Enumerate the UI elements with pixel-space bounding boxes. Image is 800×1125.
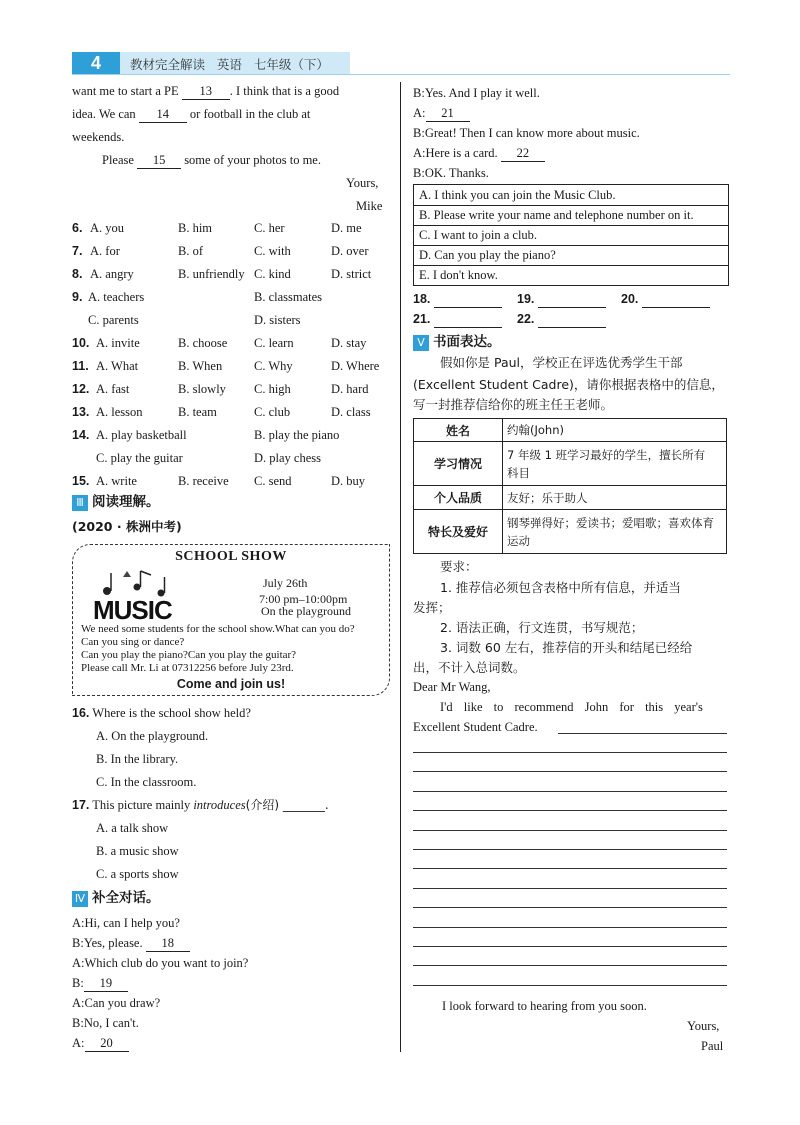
option-d: D. Can you play the piano?	[419, 248, 556, 262]
question-number: 10.	[72, 336, 90, 350]
writing-line[interactable]	[413, 849, 727, 850]
poster-place: On the playground	[261, 604, 351, 618]
writing-line[interactable]	[413, 888, 727, 889]
letter-writing-closing: Yours,	[687, 1019, 720, 1033]
cloze-option: B. play the piano	[254, 428, 340, 442]
cloze-option: D. stay	[331, 336, 367, 350]
cloze-option: D. buy	[331, 474, 366, 488]
cloze-option: C. Why	[254, 359, 293, 373]
music-word: MUSIC	[93, 595, 172, 625]
question-16: 16. Where is the school show held?	[72, 706, 251, 720]
letter-salutation: Dear Mr Wang,	[413, 680, 491, 694]
q17-option-a: A. a talk show	[96, 821, 169, 835]
speaker: A:	[413, 106, 426, 120]
section5-heading	[413, 333, 501, 351]
letter-line-3: weekends.	[72, 130, 125, 144]
section3-heading	[72, 493, 160, 511]
poster-line-2: Can you sing or dance?	[81, 636, 185, 648]
cloze-option: C. send	[254, 474, 292, 488]
dialogue-line	[413, 164, 489, 182]
utterance: Here is a card.	[425, 146, 501, 160]
writing-line[interactable]	[413, 810, 727, 811]
requirements-title: 要求：	[440, 559, 478, 574]
writing-line[interactable]	[413, 752, 727, 753]
cloze-option: C. her	[254, 221, 285, 235]
blank-14: 14	[139, 107, 187, 123]
answer-22[interactable]: 22.	[517, 310, 606, 328]
speaker: A:	[72, 916, 85, 930]
letter-ending: I look forward to hearing from you soon.	[442, 999, 647, 1013]
speaker: B:	[72, 976, 84, 990]
prompt-line-3: 写一封推荐信给你的班主任王老师。	[413, 397, 614, 412]
cloze-option: A. you	[90, 221, 125, 235]
header-rule	[72, 74, 730, 75]
dialogue-blank[interactable]: 21	[426, 106, 470, 122]
blank-15: 15	[137, 153, 181, 169]
option-e: E. I don't know.	[419, 268, 498, 282]
answer-18[interactable]: 18.	[413, 290, 502, 308]
question-number: 11.	[72, 359, 89, 373]
utterance: Can you draw?	[84, 996, 161, 1010]
section4-title: 补全对话。	[92, 890, 160, 906]
letter-opening-2: Excellent Student Cadre.	[413, 720, 538, 734]
letter-line-2: idea. We can 14 or football in the club at	[72, 107, 311, 121]
dialogue-line	[72, 914, 180, 932]
dialogue-line	[72, 1034, 129, 1052]
speaker: B:	[413, 166, 425, 180]
cloze-option: A. teachers	[88, 290, 145, 304]
letter-signature: Mike	[356, 199, 383, 213]
cloze-option: B. slowly	[178, 382, 226, 396]
dialogue-line	[413, 84, 540, 102]
cloze-option: D. play chess	[254, 451, 321, 465]
cloze-option: A. What	[96, 359, 139, 373]
page-number: 4	[72, 52, 120, 74]
utterance: Great! Then I can know more about music.	[424, 126, 640, 140]
cloze-option: C. high	[254, 382, 291, 396]
question-number: 14.	[72, 428, 90, 442]
question-number: 12.	[72, 382, 90, 396]
cloze-option: B. unfriendly	[178, 267, 245, 281]
letter-line-1: want me to start a PE 13 . I think that is a good	[72, 84, 340, 98]
utterance: OK. Thanks.	[424, 166, 489, 180]
dialogue-blank[interactable]: 18	[146, 936, 190, 952]
cloze-option: B. When	[178, 359, 223, 373]
dialogue-line	[413, 144, 545, 162]
cloze-option: C. club	[254, 405, 291, 419]
table-header-quality: 个人品质	[414, 486, 503, 510]
writing-line[interactable]	[413, 927, 727, 928]
writing-line[interactable]	[413, 868, 727, 869]
writing-line[interactable]	[413, 771, 727, 772]
speaker: A:	[413, 146, 426, 160]
speaker: A:	[72, 956, 85, 970]
option-a: A. I think you can join the Music Club.	[419, 188, 616, 202]
cloze-option: B. choose	[178, 336, 228, 350]
dialogue-blank[interactable]: 22	[501, 146, 545, 162]
question-number: 15.	[72, 474, 90, 488]
prompt-line-1: 假如你是 Paul，学校正在评选优秀学生干部	[440, 355, 683, 370]
answer-21[interactable]: 21.	[413, 310, 502, 328]
q16-option-a: A. On the playground.	[96, 729, 209, 743]
utterance: No, I can't.	[83, 1016, 139, 1030]
cloze-option: C. learn	[254, 336, 294, 350]
table-value-name: 约翰(John)	[503, 419, 727, 442]
poster-title: SCHOOL SHOW	[175, 549, 287, 564]
cloze-option: A. write	[96, 474, 137, 488]
section3-source: (2020 · 株洲中考)	[72, 519, 182, 534]
requirement-2: 2. 语法正确，行文连贯，书写规范；	[440, 620, 644, 635]
poster-line-3: Can you play the piano?Can you play the guitar?	[81, 649, 297, 661]
dialogue-line	[72, 974, 128, 992]
dialogue-options-box	[413, 184, 729, 286]
cloze-option: C. with	[254, 244, 291, 258]
dialogue-line	[72, 994, 160, 1012]
letter-closing: Yours,	[346, 176, 379, 190]
utterance: Yes, please.	[83, 936, 146, 950]
question-17: 17. This picture mainly introduces(介绍) _______.	[72, 798, 329, 812]
cloze-option: A. angry	[90, 267, 134, 281]
school-show-poster	[72, 544, 390, 696]
question-number: 7.	[72, 244, 83, 258]
speaker: B:	[72, 1016, 84, 1030]
blank-13: 13	[182, 84, 230, 100]
writing-line[interactable]	[413, 985, 727, 986]
poster-call-to-action: Come and join us!	[176, 677, 286, 691]
poster-line-4: Please call Mr. Li at 07312256 before July 23rd.	[81, 662, 294, 674]
cloze-option: A. lesson	[96, 405, 143, 419]
cloze-option: B. of	[178, 244, 203, 258]
header-title: 教材完全解读 英语 七年级（下）	[130, 57, 329, 72]
poster-time: 7:00 pm–10:00pm	[259, 592, 348, 606]
section3-number: Ⅲ	[72, 495, 88, 511]
q16-option-b: B. In the library.	[96, 752, 179, 766]
cloze-option: D. sisters	[254, 313, 301, 327]
utterance: Yes. And I play it well.	[424, 86, 540, 100]
dialogue-line	[413, 104, 470, 122]
option-b: B. Please write your name and telephone number on it.	[419, 208, 694, 222]
cloze-option: A. fast	[96, 382, 130, 396]
speaker: A:	[72, 996, 85, 1010]
cloze-option: D. Where	[331, 359, 380, 373]
requirement-3: 3. 词数 60 左右，推荐信的开头和结尾已经给	[440, 640, 693, 655]
column-divider	[400, 82, 401, 1052]
cloze-option: B. receive	[178, 474, 229, 488]
table-header-name: 姓名	[414, 419, 503, 442]
cloze-option: A. play basketball	[96, 428, 187, 442]
section4-number: Ⅳ	[72, 891, 88, 907]
table-value-quality: 友好；乐于助人	[503, 486, 727, 510]
q17-option-b: B. a music show	[96, 844, 179, 858]
cloze-option: B. team	[178, 405, 217, 419]
cloze-option: B. him	[178, 221, 213, 235]
requirement-1: 1. 推荐信必须包含表格中所有信息，并适当	[440, 580, 681, 595]
writing-line[interactable]	[413, 946, 727, 947]
letter-writing-signature: Paul	[701, 1039, 724, 1053]
cloze-option: D. over	[331, 244, 369, 258]
question-number: 9.	[72, 290, 83, 304]
q16-option-c: C. In the classroom.	[96, 775, 197, 789]
cloze-option: D. class	[331, 405, 371, 419]
cloze-option: C. play the guitar	[96, 451, 183, 465]
cloze-option: A. for	[90, 244, 120, 258]
dialogue-line	[72, 1014, 139, 1032]
answer-20[interactable]: 20.	[621, 290, 710, 308]
section4-heading	[72, 889, 160, 907]
requirement-3-cont: 出，不计入总词数。	[413, 660, 526, 675]
dialogue-line	[72, 934, 190, 952]
section5-title: 书面表达。	[433, 334, 501, 350]
writing-line[interactable]	[413, 965, 727, 966]
speaker: B:	[413, 126, 425, 140]
letter-opening-1: I'd like to recommend John for this year's	[440, 700, 703, 714]
question-number: 13.	[72, 405, 90, 419]
cloze-option: D. me	[331, 221, 362, 235]
writing-line[interactable]	[413, 830, 727, 831]
cloze-option: C. parents	[88, 313, 139, 327]
letter-line-4: Please 15 some of your photos to me.	[102, 153, 321, 167]
writing-line[interactable]	[413, 907, 727, 908]
speaker: A:	[72, 1036, 85, 1050]
cloze-option: A. invite	[96, 336, 140, 350]
info-table	[413, 418, 727, 554]
question-number: 8.	[72, 267, 83, 281]
table-value-hobby: 钢琴弹得好；爱读书；爱唱歌；喜欢体育 运动	[503, 510, 727, 554]
utterance: Which club do you want to join?	[84, 956, 249, 970]
section3-title: 阅读理解。	[92, 494, 160, 510]
cloze-option: B. classmates	[254, 290, 323, 304]
dialogue-line	[413, 124, 640, 142]
utterance: Hi, can I help you?	[84, 916, 180, 930]
dialogue-blank[interactable]: 19	[84, 976, 128, 992]
speaker: B:	[72, 936, 84, 950]
dialogue-line	[72, 954, 248, 972]
writing-line[interactable]	[413, 791, 727, 792]
cloze-option: D. strict	[331, 267, 372, 281]
requirement-1-cont: 发挥；	[413, 600, 451, 615]
cloze-option: D. hard	[331, 382, 369, 396]
option-c: C. I want to join a club.	[419, 228, 538, 242]
poster-date: July 26th	[263, 576, 308, 590]
question-number: 6.	[72, 221, 83, 235]
dialogue-blank[interactable]: 20	[85, 1036, 129, 1052]
prompt-line-2: (Excellent Student Cadre)，请你根据表格中的信息，	[413, 377, 724, 392]
cloze-option: C. kind	[254, 267, 291, 281]
table-header-hobby: 特长及爱好	[414, 510, 503, 554]
poster-line-1: We need some students for the school show.What can you do?	[81, 623, 355, 635]
q17-option-c: C. a sports show	[96, 867, 179, 881]
answer-19[interactable]: 19.	[517, 290, 606, 308]
speaker: B:	[413, 86, 425, 100]
table-header-study: 学习情况	[414, 442, 503, 486]
table-value-study: 7 年级 1 班学习最好的学生，擅长所有 科目	[503, 442, 727, 486]
section5-number: Ⅴ	[413, 335, 429, 351]
writing-line-first[interactable]	[558, 733, 727, 734]
